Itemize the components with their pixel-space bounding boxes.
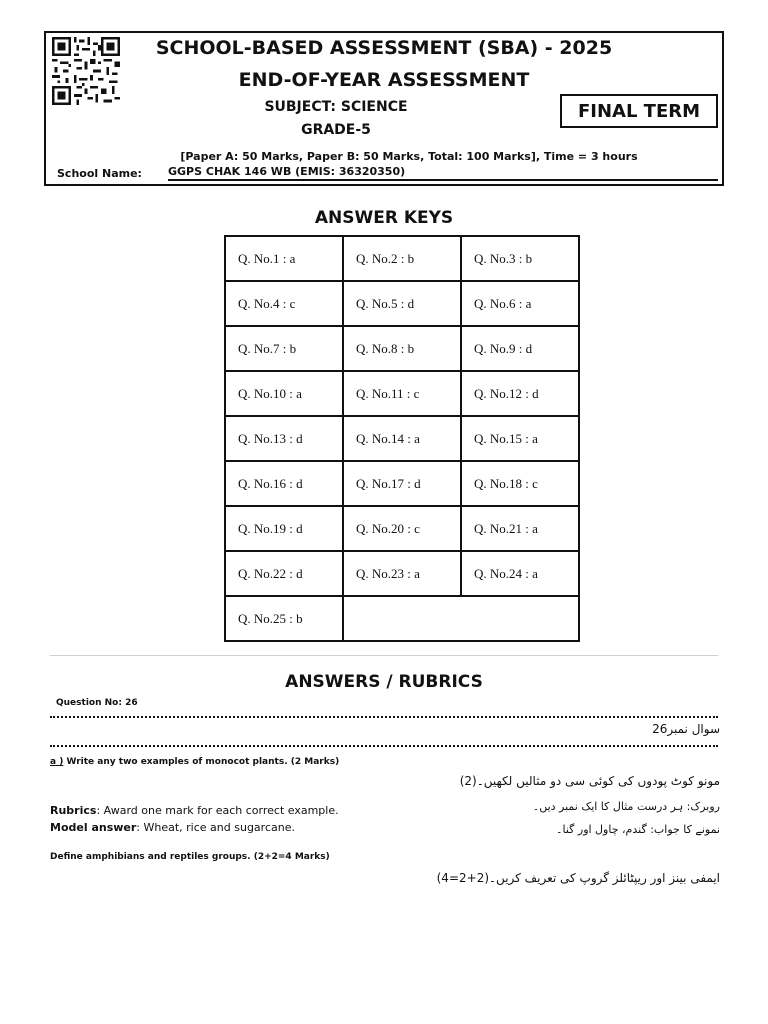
answer-cell: Q. No.7 : b xyxy=(225,326,343,371)
answer-cell: Q. No.10 : a xyxy=(225,371,343,416)
answer-cell: Q. No.21 : a xyxy=(461,506,579,551)
dotted-divider xyxy=(50,745,718,747)
answer-keys-title: ANSWER KEYS xyxy=(314,208,454,228)
answer-cell: Q. No.13 : d xyxy=(225,416,343,461)
table-row xyxy=(225,551,579,596)
section-divider xyxy=(50,655,718,656)
term-badge: FINAL TERM xyxy=(560,94,718,128)
urdu-part-a-question: مونو کوٹ پودوں کی کوئی سی دو مثالیں لکھیں۔(2) xyxy=(459,774,720,788)
urdu-part-b-question: ایمفی بینز اور ریپٹائلز گروپ کی تعریف کریں۔(2+2=4) xyxy=(436,871,720,885)
answer-cell: Q. No.17 : d xyxy=(343,461,461,506)
dotted-divider xyxy=(50,716,718,718)
answer-cell: Q. No.4 : c xyxy=(225,281,343,326)
answer-cell: Q. No.11 : c xyxy=(343,371,461,416)
table-row xyxy=(225,461,579,506)
assessment-title: SCHOOL-BASED ASSESSMENT (SBA) - 2025 xyxy=(155,37,613,59)
rubrics-text: : Award one mark for each correct example. xyxy=(96,804,339,817)
answer-cell: Q. No.5 : d xyxy=(343,281,461,326)
header-box xyxy=(44,31,724,186)
answer-keys-table xyxy=(224,235,580,642)
table-row xyxy=(225,506,579,551)
answer-cell: Q. No.24 : a xyxy=(461,551,579,596)
table-row xyxy=(225,596,579,641)
grade-label: GRADE-5 xyxy=(301,122,371,138)
urdu-model-answer: نمونے کا جواب: گندم، چاول اور گنا۔ xyxy=(556,823,720,836)
rubrics-label: Rubrics xyxy=(50,804,97,817)
part-a-question xyxy=(50,757,339,767)
answer-cell: Q. No.23 : a xyxy=(343,551,461,596)
answer-cell: Q. No.20 : c xyxy=(343,506,461,551)
model-answer-line xyxy=(50,821,295,834)
answer-cell: Q. No.14 : a xyxy=(343,416,461,461)
answer-cell: Q. No.12 : d xyxy=(461,371,579,416)
answer-cell: Q. No.19 : d xyxy=(225,506,343,551)
answer-cell: Q. No.22 : d xyxy=(225,551,343,596)
answer-cell: Q. No.18 : c xyxy=(461,461,579,506)
school-name-label: School Name: xyxy=(57,167,142,180)
part-b-question: Define amphibians and reptiles groups. (2+2=4 Marks) xyxy=(50,852,330,862)
urdu-question-number: سوال نمبر26 xyxy=(652,722,720,736)
part-a-label: a ) xyxy=(50,757,64,767)
table-row xyxy=(225,371,579,416)
answer-cell: Q. No.15 : a xyxy=(461,416,579,461)
answer-cell: Q. No.3 : b xyxy=(461,236,579,281)
table-row xyxy=(225,416,579,461)
answer-cell: Q. No.6 : a xyxy=(461,281,579,326)
urdu-rubric: روبرک: ہر درست مثال کا ایک نمبر دیں۔ xyxy=(532,800,720,813)
model-answer-text: : Wheat, rice and sugarcane. xyxy=(136,821,295,834)
model-answer-label: Model answer xyxy=(50,821,137,834)
subject-label: SUBJECT: SCIENCE xyxy=(264,99,408,115)
assessment-subtitle: END-OF-YEAR ASSESSMENT xyxy=(238,69,530,91)
marks-info: [Paper A: 50 Marks, Paper B: 50 Marks, Total: 100 Marks], Time = 3 hours xyxy=(180,150,638,163)
answer-cell: Q. No.1 : a xyxy=(225,236,343,281)
answer-cell: Q. No.16 : d xyxy=(225,461,343,506)
answer-cell: Q. No.8 : b xyxy=(343,326,461,371)
answer-cell: Q. No.25 : b xyxy=(225,596,343,641)
rubrics-line xyxy=(50,804,339,817)
empty-cell xyxy=(343,596,579,641)
part-a-text: Write any two examples of monocot plants. (2 Marks) xyxy=(63,757,340,767)
school-name-value: GGPS CHAK 146 WB (EMIS: 36320350) xyxy=(168,165,718,181)
question-number: Question No: 26 xyxy=(56,698,138,708)
table-row xyxy=(225,281,579,326)
answer-cell: Q. No.2 : b xyxy=(343,236,461,281)
answer-cell: Q. No.9 : d xyxy=(461,326,579,371)
rubrics-title: ANSWERS / RUBRICS xyxy=(285,672,483,692)
table-row xyxy=(225,236,579,281)
table-row xyxy=(225,326,579,371)
